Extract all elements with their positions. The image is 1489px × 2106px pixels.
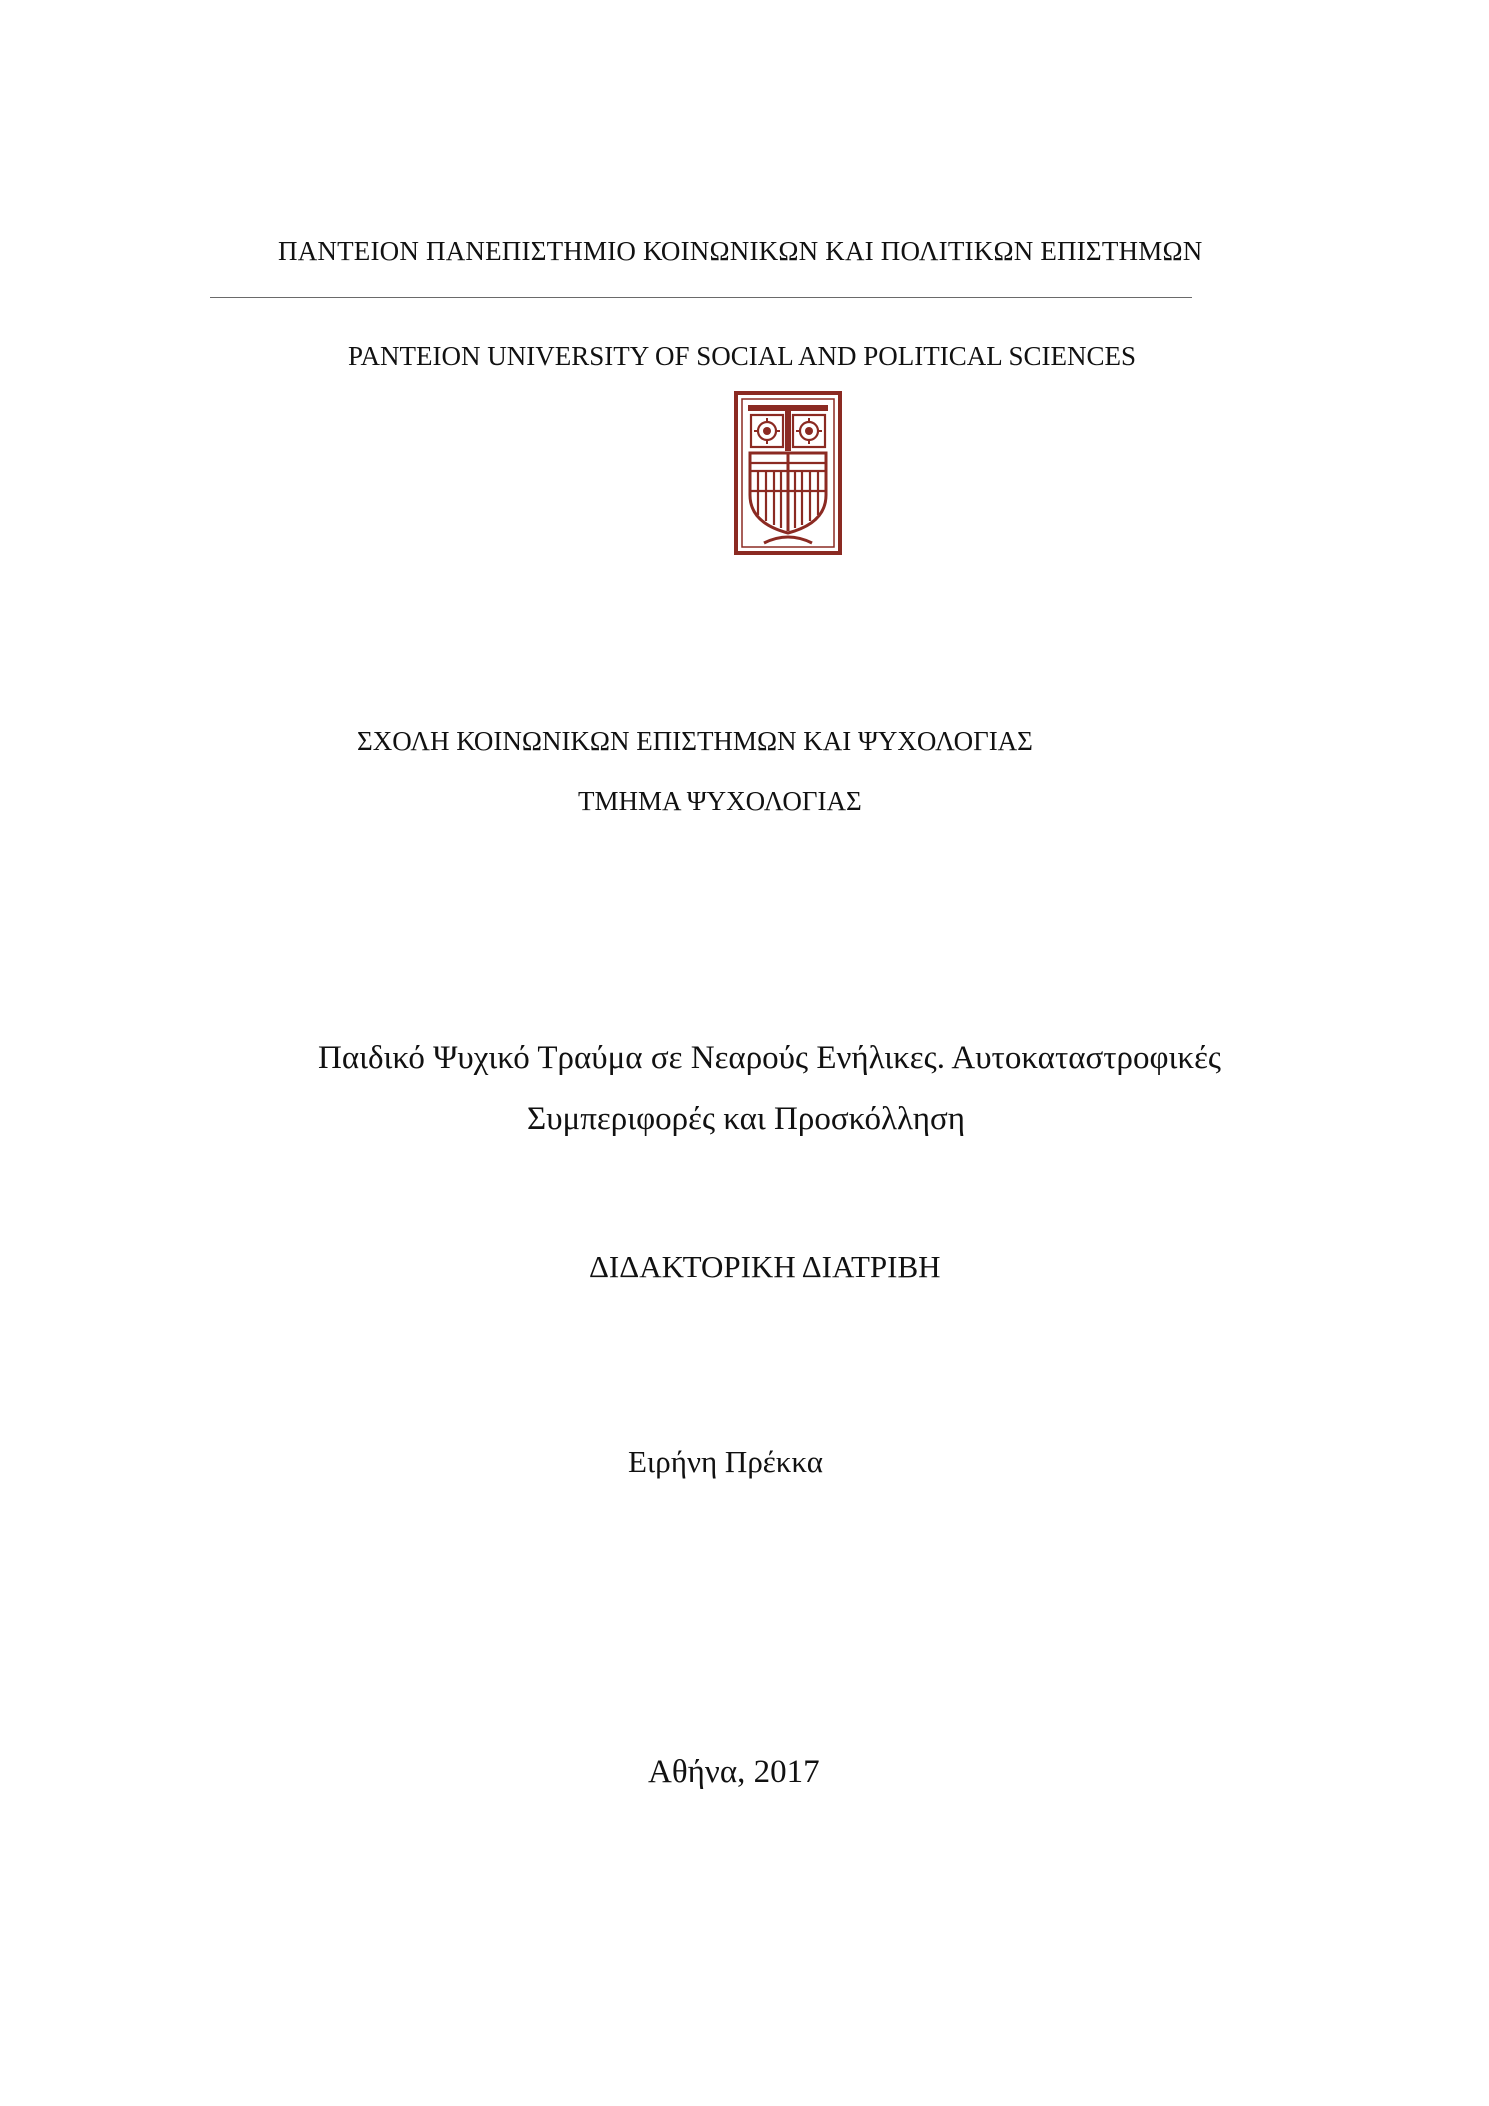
place-and-year: Αθήνα, 2017 xyxy=(648,1754,820,1790)
document-type: ΔΙΔΑΚΤΟΡΙΚΗ ΔΙΑΤΡΙΒΗ xyxy=(589,1249,941,1284)
thesis-title-line-1: Παιδικό Ψυχικό Τραύμα σε Νεαρούς Ενήλικες. Αυτοκαταστροφικές xyxy=(318,1040,1221,1076)
school-name: ΣΧΟΛΗ ΚΟΙΝΩΝΙΚΩΝ ΕΠΙΣΤΗΜΩΝ ΚΑΙ ΨΥΧΟΛΟΓΙΑΣ xyxy=(357,726,1033,756)
author-name: Ειρήνη Πρέκκα xyxy=(628,1444,824,1479)
department-name: ΤΜΗΜΑ ΨΥΧΟΛΟΓΙΑΣ xyxy=(578,786,862,816)
header-divider xyxy=(210,297,1192,298)
university-name-greek: ΠΑΝΤΕΙΟΝ ΠΑΝΕΠΙΣΤΗΜΙΟ ΚΟΙΝΩΝΙΚΩΝ ΚΑΙ ΠΟΛΙΤΙΚΩΝ ΕΠΙΣΤΗΜΩΝ xyxy=(278,236,1203,266)
university-seal-icon xyxy=(734,391,842,555)
university-name-english: PANTEION UNIVERSITY OF SOCIAL AND POLITICAL SCIENCES xyxy=(348,341,1137,371)
thesis-title-line-2: Συμπεριφορές και Προσκόλληση xyxy=(527,1101,966,1137)
